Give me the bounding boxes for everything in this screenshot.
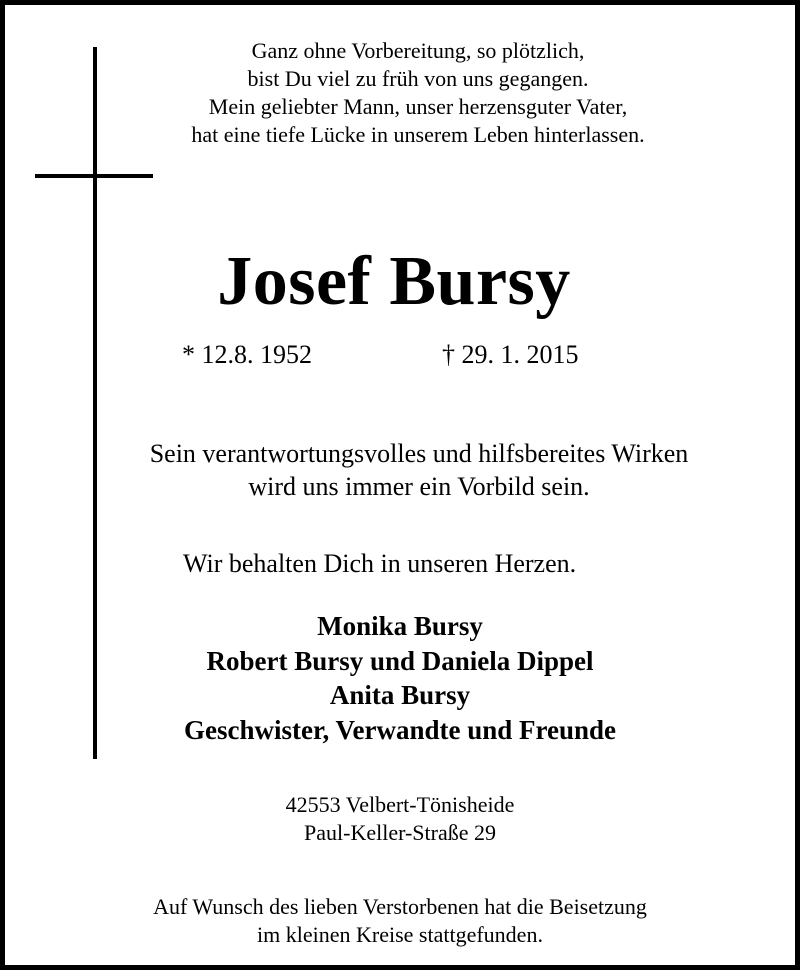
poem-line: hat eine tiefe Lücke in unserem Leben hinterlassen.	[191, 122, 645, 147]
poem-line: Ganz ohne Vorbereitung, so plötzlich,	[251, 38, 585, 63]
funeral-note	[5, 893, 795, 949]
death-date: † 29. 1. 2015	[442, 340, 579, 369]
tribute-text	[24, 437, 800, 503]
birth-date: * 12.8. 1952	[182, 340, 312, 369]
address-line: Paul-Keller-Straße 29	[304, 820, 496, 845]
cross-icon-horizontal-bar	[35, 174, 153, 178]
deceased-name: Josef Bursy	[217, 243, 571, 320]
note-line: im kleinen Kreise stattgefunden.	[257, 922, 543, 947]
family-address	[5, 791, 795, 847]
mourners-list	[5, 609, 795, 747]
mourner: Geschwister, Verwandte und Freunde	[183, 714, 617, 745]
mourner: Monika Bursy	[317, 611, 483, 641]
poem-line: bist Du viel zu früh von uns gegangen.	[247, 66, 589, 91]
opening-poem	[23, 37, 800, 149]
tribute-line: wird uns immer ein Vorbild sein.	[248, 472, 590, 501]
mourner: Anita Bursy	[329, 680, 471, 710]
poem-line: Mein geliebter Mann, unser herzensguter Vater,	[208, 94, 628, 119]
closing-line: Wir behalten Dich in unseren Herzen.	[183, 549, 577, 578]
tribute-line: Sein verantwortungsvolles und hilfsbereites Wirken	[149, 439, 689, 468]
note-line: Auf Wunsch des lieben Verstorbenen hat die Beisetzung	[153, 894, 647, 919]
address-line: 42553 Velbert-Tönisheide	[285, 792, 515, 817]
mourner: Robert Bursy und Daniela Dippel	[206, 645, 594, 676]
